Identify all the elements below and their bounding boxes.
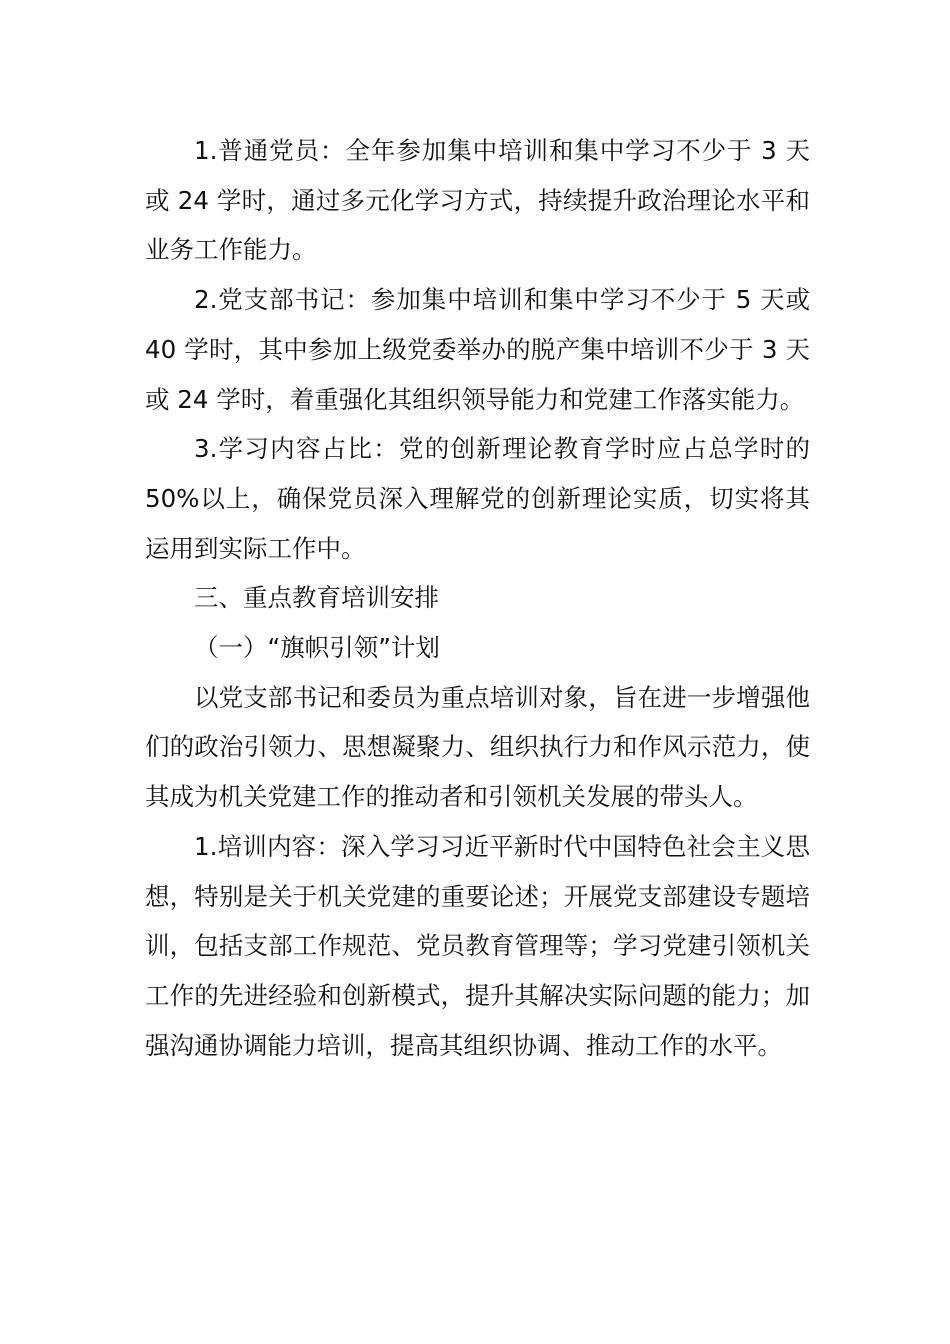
section-heading-training-arrangement: 三、重点教育培训安排 (194, 583, 439, 613)
subsection-heading-flag-plan: （一）“旗帜引领”计划 (194, 633, 440, 663)
paragraph-training-content: 1.培训内容：深入学习习近平新时代中国特色社会主义思想，特别是关于机关党建的重要论述；开展党支部建设专题培训，包括支部工作规范、党员教育管理等；学习党建引领机关工作的先进经验和创新模式，提升其解决实际问题的能力；加强沟通协调能力培训，提高其组织协调、推动工作的水平。 (145, 831, 810, 1060)
paragraph-content-ratio: 3.学习内容占比：党的创新理论教育学时应占总学时的 50%以上，确保党员深入理解党的创新理论实质，切实将其运用到实际工作中。 (145, 434, 810, 563)
paragraph-plan-overview: 以党支部书记和委员为重点培训对象，旨在进一步增强他们的政治引领力、思想凝聚力、组织执行力和作风示范力，使其成为机关党建工作的推动者和引领机关发展的带头人。 (145, 682, 810, 812)
document-body (145, 126, 810, 1070)
paragraph-ordinary-members: 1.普通党员：全年参加集中培训和集中学习不少于 3 天或 24 学时，通过多元化学习方式，持续提升政治理论水平和业务工作能力。 (145, 136, 810, 265)
paragraph-branch-secretary: 2.党支部书记：参加集中培训和集中学习不少于 5 天或 40 学时，其中参加上级党委举办的脱产集中培训不少于 3 天或 24 学时，着重强化其组织领导能力和党建工作落实能力。 (145, 285, 810, 414)
